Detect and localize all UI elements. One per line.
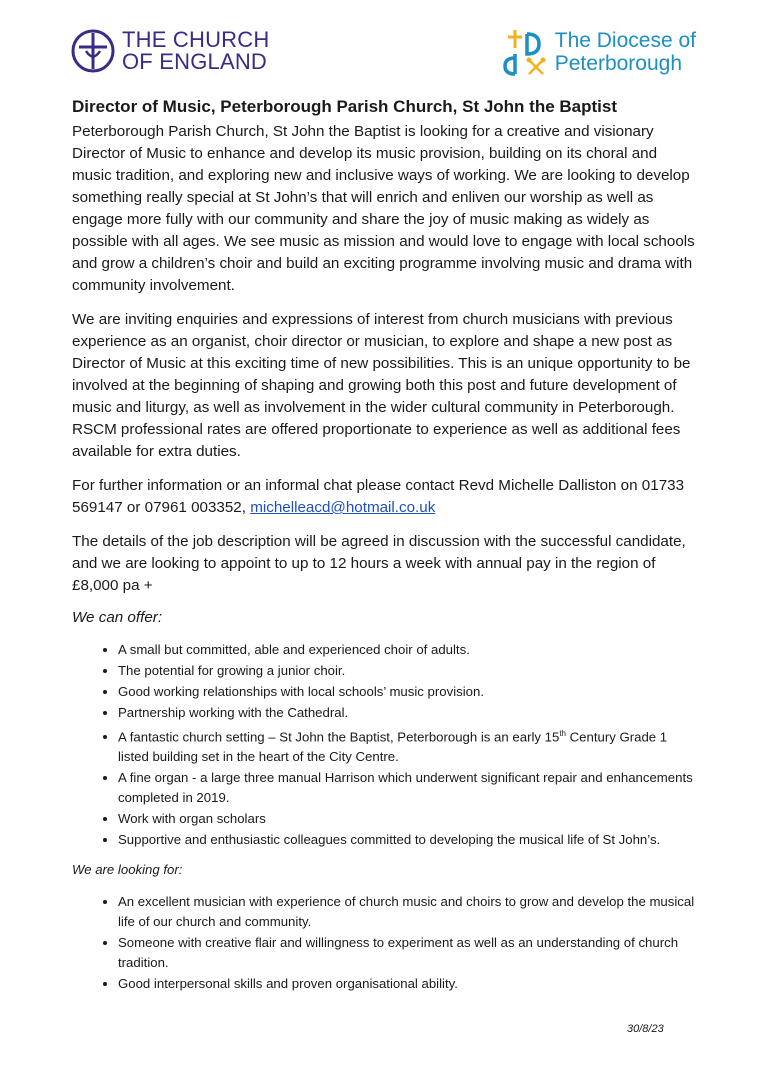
contact-email-link[interactable]: michelleacd@hotmail.co.uk <box>250 499 436 516</box>
page-title: Director of Music, Peterborough Parish Church, St John the Baptist <box>72 97 618 116</box>
details-paragraph: The details of the job description will be agreed in discussion with the successful candidate, and we are looking to appoint to up to 12 hours a week with annual pay in the region of £8,000 pa + <box>72 533 686 594</box>
list-item: • Supportive and enthusiastic colleagues committed to developing the musical life of St John’s. <box>118 830 698 850</box>
diocese-line1: The Diocese of <box>554 29 696 52</box>
cross-circle-icon <box>70 28 116 74</box>
diocese-line2: Peterborough <box>554 52 683 75</box>
looking-list <box>72 892 698 994</box>
page-header <box>70 28 696 80</box>
diocese-peterborough-logo <box>503 28 696 76</box>
list-item: • Someone with creative flair and willingness to experiment as well as an understanding of church tradition. <box>118 933 698 973</box>
superscript: th <box>559 729 566 738</box>
list-item <box>118 724 698 767</box>
list-item: • An excellent musician with experience of church music and choirs to grow and develop the musical life of our church and community. <box>118 892 698 932</box>
enquiries-paragraph: We are inviting enquiries and expressions of interest from church musicians with previous experience as an organist, choir director or musician, to explore and shape a new post as Director of Music at this exciting time of new possibilities. This is an unique opportunity to be involved at the beginning of shaping and growing both this post and future development of music and liturgy, as well as involvement in the wider cultural community in Peterborough. RSCM professional rates are offered proportionate to experience as well as additional fees available for extra duties. <box>72 311 691 460</box>
cross-keys-icon <box>503 28 549 76</box>
list-item: • The potential for growing a junior choir. <box>118 661 698 681</box>
church-of-england-logo <box>70 28 269 74</box>
coe-line2: OF ENGLAND <box>122 49 268 74</box>
list-item-text: A fantastic church setting – St John the Baptist, Peterborough is an early 15 <box>118 729 560 745</box>
offer-list <box>72 640 698 850</box>
intro-paragraph: Peterborough Parish Church, St John the Baptist is looking for a creative and visionary Director of Music to enhance and develop its music provision, building on its choral and music tradition, and exploring new and inclusive ways of working. We are looking to develop something really special at St John’s that will enrich and enliven our worship as well as engage more fully with our community and share the joy of music making as widely as possible with all ages. We see music as mission and would love to engage with local schools and grow a children’s choir and build an exciting programme involving music and drama with community involvement. <box>72 123 695 294</box>
offer-heading: We can offer: <box>72 609 163 626</box>
list-item: • Partnership working with the Cathedral. <box>118 703 698 723</box>
document-date: 30/8/23 <box>627 1023 664 1035</box>
list-item: • A fine organ - a large three manual Harrison which underwent significant repair and enhancements completed in 2019. <box>118 768 698 808</box>
list-item-text-rest: Century Grade 1 listed building set in the heart of the City Centre. <box>118 729 668 765</box>
document-body <box>72 96 698 995</box>
list-item: • Good working relationships with local schools’ music provision. <box>118 682 698 702</box>
list-item: • Good interpersonal skills and proven organisational ability. <box>118 974 698 994</box>
coe-line1: THE CHURCH <box>122 27 270 52</box>
contact-paragraph <box>72 475 698 519</box>
looking-heading: We are looking for: <box>72 862 183 878</box>
list-item: • Work with organ scholars <box>118 809 698 829</box>
contact-text: For further information or an informal chat please contact Revd Michelle Dalliston on 01733 569147 or 07961 003352, <box>72 477 685 516</box>
list-item: • A small but committed, able and experienced choir of adults. <box>118 640 698 660</box>
